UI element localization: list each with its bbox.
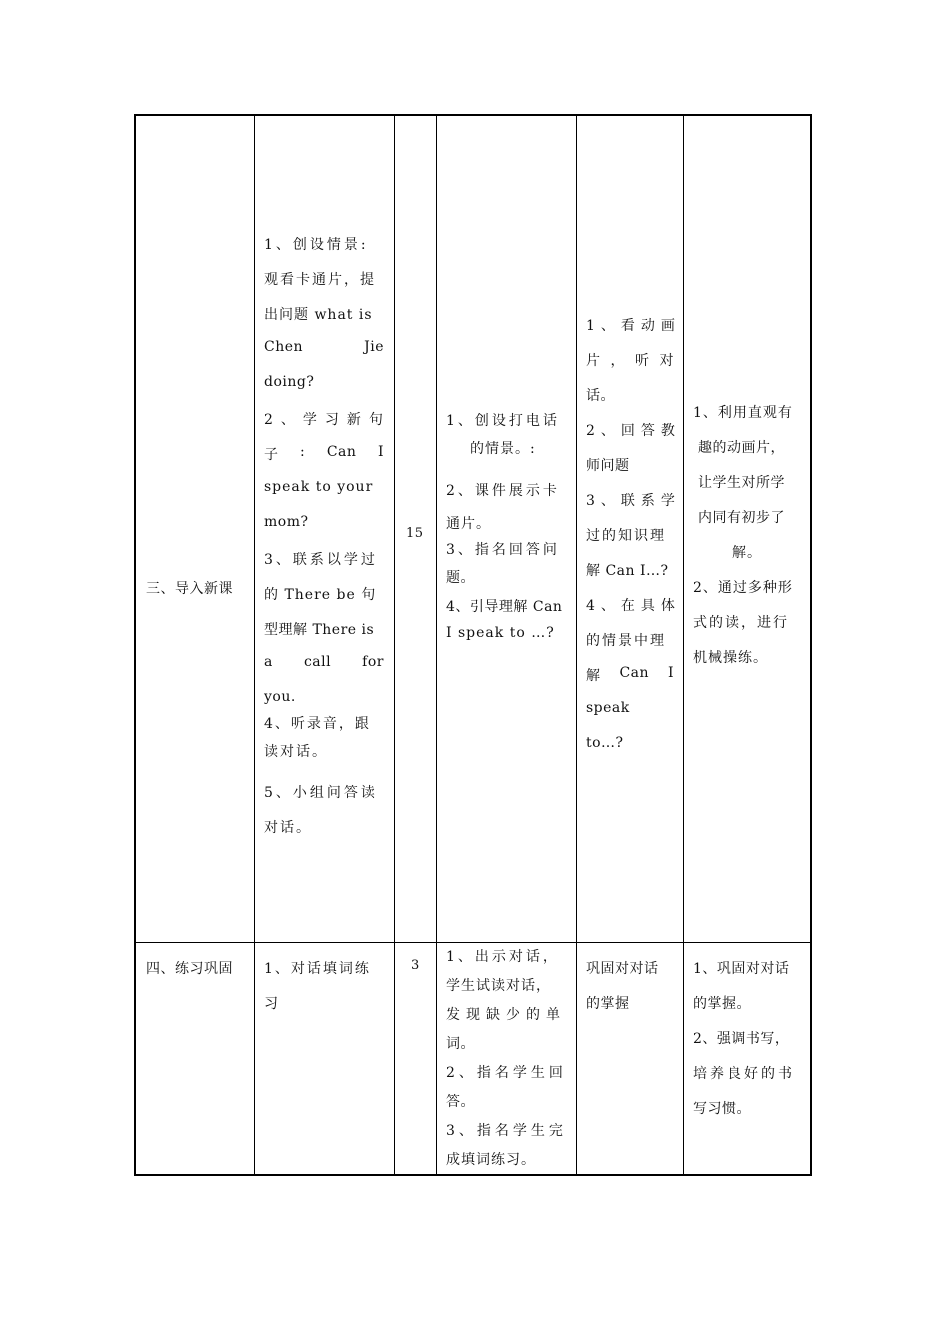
content-line [264, 339, 384, 355]
content-line: 2、学习新句 [264, 412, 391, 428]
table-col-divider [683, 114, 684, 1176]
content-line-part: Can [326, 444, 357, 460]
content-line: 型理解 There is [264, 622, 375, 638]
content-line: mom? [264, 514, 309, 530]
content-line [264, 654, 384, 670]
content-line-part: for [362, 654, 384, 670]
content-line: 出问题 what is [264, 307, 373, 323]
content-line-part: a [264, 654, 273, 670]
teacher-line: 学生试读对话， [446, 978, 551, 994]
purpose-line: 解。 [732, 545, 762, 561]
student-line [586, 350, 674, 370]
content-line: you. [264, 689, 296, 705]
purpose-line: 2、通过多种形 [693, 580, 793, 596]
teacher-line: 通片。 [446, 516, 491, 532]
purpose-line: 2、强调书写， [693, 1031, 790, 1047]
student-line: to…? [586, 735, 624, 751]
content-line: doing? [264, 374, 315, 390]
purpose-line: 写习惯。 [693, 1101, 751, 1117]
teacher-line: 成填词练习。 [446, 1152, 536, 1168]
teacher-line: 3、指名学生完 [446, 1123, 567, 1139]
student-line-part: 对 [659, 353, 674, 369]
content-line: 习 [264, 996, 279, 1012]
student-line: 4、在具体 [586, 598, 681, 614]
student-line: 师问题 [586, 458, 630, 474]
table-col-divider [436, 114, 437, 1176]
content-line-part: Chen [264, 339, 304, 355]
teacher-line: I speak to …? [446, 625, 555, 641]
teacher-line: 的情景。: [470, 441, 536, 457]
student-line: 1、看动画 [586, 318, 681, 334]
teacher-line: 2、指名学生回 [446, 1065, 567, 1081]
content-line: 4、听录音，跟 [264, 716, 371, 732]
table-col-divider [394, 114, 395, 1176]
purpose-line: 的掌握。 [693, 996, 751, 1012]
content-line: 1、对话填词练 [264, 961, 371, 977]
stage-label: 四、练习巩固 [146, 961, 233, 977]
student-line: speak [586, 700, 630, 716]
content-line: 读对话。 [264, 744, 328, 760]
content-line-part: call [303, 654, 332, 670]
teacher-line: 2、课件展示卡 [446, 483, 560, 499]
student-line-part: 听 [635, 353, 650, 369]
purpose-line: 让学生对所学 [698, 475, 785, 491]
content-line: 3、联系以学过 [264, 552, 378, 568]
student-line-part: ， [610, 353, 625, 369]
student-line: 3、联系学 [586, 493, 681, 509]
teacher-line: 发现缺少的单 [446, 1007, 566, 1023]
table-border-top [134, 114, 812, 116]
purpose-line: 1、巩固对对话 [693, 961, 790, 977]
content-line: 1、创设情景: [264, 237, 369, 253]
content-line: 观看卡通片，提 [264, 272, 376, 288]
teacher-line: 1、出示对话， [446, 949, 560, 965]
student-line: 巩固对对话 [586, 961, 659, 977]
content-line: 对话。 [264, 820, 312, 836]
teacher-line: 题。 [446, 570, 475, 586]
time-value: 3 [411, 958, 420, 973]
content-line: 5、小组问答读 [264, 785, 378, 801]
content-line: speak to your [264, 479, 374, 495]
student-line-part: I [667, 665, 674, 681]
student-line: 2、回答教 [586, 423, 681, 439]
student-line-part: 解 [586, 668, 601, 684]
student-line-part: 片 [586, 353, 601, 369]
student-line: 的掌握 [586, 996, 630, 1012]
purpose-line: 机械操练。 [693, 650, 768, 666]
teacher-line: 答。 [446, 1094, 475, 1110]
purpose-line: 1、利用直观有 [693, 405, 793, 421]
student-line: 过的知识理 [586, 528, 666, 544]
table-row-divider [134, 942, 812, 943]
time-value: 15 [406, 526, 424, 541]
content-line-part: : [300, 444, 306, 460]
teacher-line: 4、引导理解 Can [446, 599, 563, 615]
table-col-divider [254, 114, 255, 1176]
student-line [586, 665, 674, 685]
teacher-line: 1、创设打电话 [446, 413, 560, 429]
student-line: 的情景中理 [586, 633, 666, 649]
student-line: 解 Can I…? [586, 563, 669, 579]
stage-label: 三、导入新课 [146, 581, 233, 597]
content-line-part: I [377, 444, 384, 460]
content-line-part: 子 [264, 447, 279, 463]
content-line [264, 444, 384, 464]
purpose-line: 培养良好的书 [693, 1066, 795, 1082]
teacher-line: 词。 [446, 1036, 475, 1052]
table-border-bottom [134, 1174, 812, 1176]
teacher-line: 3、指名回答问 [446, 542, 560, 558]
table-border-left [134, 114, 136, 1176]
purpose-line: 趣的动画片， [698, 440, 785, 456]
table-col-divider [576, 114, 577, 1176]
purpose-line: 式的读，进行 [693, 615, 789, 631]
purpose-line: 内同有初步了 [698, 510, 785, 526]
table-border-right [810, 114, 812, 1176]
content-line: 的 There be 句 [264, 587, 377, 603]
student-line-part: Can [619, 665, 650, 681]
student-line: 话。 [586, 388, 615, 404]
content-line-part: Jie [364, 339, 384, 355]
